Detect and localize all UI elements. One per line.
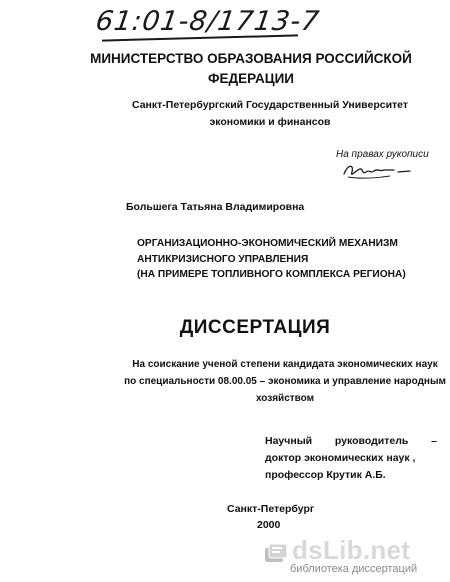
advisor-role-row: [265, 433, 437, 450]
topic-line-1: ОРГАНИЗАЦИОННО-ЭКОНОМИЧЕСКИЙ МЕХАНИЗМ: [137, 238, 398, 249]
watermark-brand: dsLib.net: [292, 535, 411, 565]
degree-line-1: На соискание ученой степени кандидата экономических наук: [132, 359, 438, 370]
degree-line-3: хозяйством: [255, 393, 315, 404]
university-line-2: экономики и финансов: [209, 116, 331, 128]
advisor-title-name: профессор Крутик А.Б.: [265, 469, 386, 481]
advisor-role-word-2: руководитель: [334, 435, 409, 447]
ministry-line-2: ФЕДЕРАЦИИ: [208, 71, 294, 86]
degree-line-2: по специальности 08.00.05 – экономика и управление народным: [124, 376, 446, 387]
scientific-advisor: [265, 433, 437, 484]
document-type-heading: ДИССЕРТАЦИЯ: [179, 317, 331, 338]
advisor-role-dash: –: [431, 435, 437, 447]
dslib-logo-icon: [262, 538, 290, 566]
dslib-watermark: [262, 534, 442, 578]
advisor-degree: доктор экономических наук ,: [265, 452, 416, 464]
degree-statement: [120, 356, 450, 407]
advisor-role-word-1: Научный: [265, 435, 313, 447]
rights-note: На правах рукописи: [336, 149, 429, 160]
watermark-subtitle: библиотека диссертаций: [290, 563, 418, 575]
handwritten-archive-number: 61:01-8/1713-7: [93, 6, 322, 37]
author-name: Большега Татьяна Владимировна: [126, 201, 305, 213]
dissertation-topic: [137, 236, 406, 283]
topic-line-3: (НА ПРИМЕРЕ ТОПЛИВНОГО КОМПЛЕКСА РЕГИОНА): [137, 269, 406, 280]
ministry-line-1: МИНИСТЕРСТВО ОБРАЗОВАНИЯ РОССИЙСКОЙ: [90, 51, 412, 66]
handwritten-signature: [340, 160, 412, 182]
university-heading: [120, 97, 420, 131]
topic-line-2: АНТИКРИЗИСНОГО УПРАВЛЕНИЯ: [137, 253, 309, 265]
city: Санкт-Петербург: [227, 503, 315, 515]
ministry-heading: [86, 49, 416, 89]
year: 2000: [257, 519, 281, 531]
university-line-1: Санкт-Петербургский Государственный Университет: [131, 99, 409, 111]
